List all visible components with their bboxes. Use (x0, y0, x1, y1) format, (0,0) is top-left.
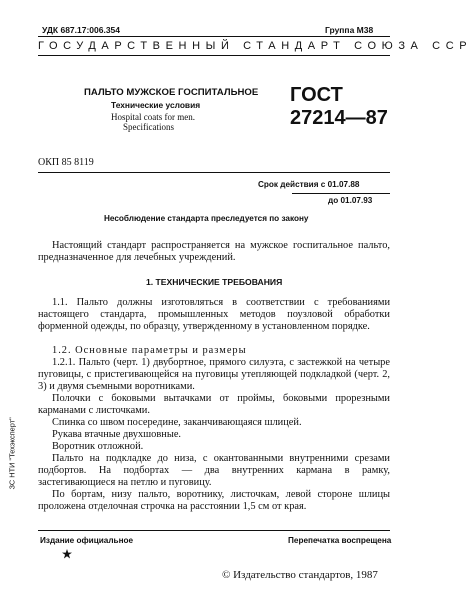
paragraph-edges: По бортам, низу пальто, воротнику, листочкам, левой стороне шлицы проложена отделочная строчка на расстоянии 1,5 см от края. (38, 489, 390, 512)
reprint-prohibited-label: Перепечатка воспрещена (288, 536, 392, 545)
section-1-heading: 1. ТЕХНИЧЕСКИЕ ТРЕБОВАНИЯ (146, 277, 283, 287)
paragraph-1-2: 1.2. Основные параметры и размеры (52, 345, 247, 356)
udk-code: УДК 687.17:006.354 (42, 25, 121, 35)
paragraph-collar: Воротник отложной. (52, 441, 144, 452)
paragraph-1-2-1: 1.2.1. Пальто (черт. 1) двубортное, прямого силуэта, с застежкой на четыре пуговицы, с пристегивающейся на пуговицы утепляющей подкладкой (черт. 2, 3) и двумя съемными воротниками. (38, 357, 390, 392)
paragraph-back: Спинка со швом посередине, заканчивающаяся шлицей. (52, 417, 302, 428)
paragraph-pockets: Полочки с боковыми вытачками от проймы, боковыми прорезными карманами с листочками. (38, 393, 390, 416)
intro-paragraph: Настоящий стандарт распространяется на мужское госпитальное пальто, предназначенное для лечебных учреждений. (38, 240, 390, 263)
header-rule-top (38, 36, 390, 37)
gost-label: ГОСТ (290, 84, 343, 106)
title-english-line2: Specifications (123, 122, 174, 132)
gost-number: 27214—87 (290, 107, 388, 129)
standard-title: ПАЛЬТО МУЖСКОЕ ГОСПИТАЛЬНОЕ (84, 87, 259, 98)
validity-rule (292, 193, 390, 194)
title-english-line1: Hospital coats for men. (111, 112, 195, 122)
paragraph-sleeves: Рукава втачные двухшовные. (52, 429, 182, 440)
state-standard-banner: ГОСУДАРСТВЕННЫЙ СТАНДАРТ СОЮЗА ССР (38, 40, 472, 52)
paragraph-1-1: 1.1. Пальто должны изготовляться в соответствии с требованиями настоящего стандарта, промышленных методов поузловой обработки форменной одежды, по образцу, утвержденному в установленном порядке. (38, 297, 390, 332)
okp-code: ОКП 85 8119 (38, 157, 94, 168)
validity-from: Срок действия с 01.07.88 (258, 180, 360, 189)
star-icon (62, 549, 72, 559)
validity-to: до 01.07.93 (328, 196, 373, 205)
footer-rule (38, 530, 390, 531)
paragraph-lining: Пальто на подкладке до низа, с окантованными внутренними срезами подбортов. На подбортах — два внутренних кармана в рамку, застегивающиеся на петлю и пуговицу. (38, 453, 390, 488)
law-warning: Несоблюдение стандарта преследуется по закону (104, 214, 309, 223)
standard-subtitle: Технические условия (111, 100, 201, 110)
header-rule-bottom (38, 55, 390, 56)
side-stamp: ЗС НТИ "Техэксперт" (7, 417, 17, 490)
group-code: Группа М38 (325, 25, 374, 35)
copyright-notice: © Издательство стандартов, 1987 (222, 569, 378, 581)
title-divider (38, 172, 390, 173)
official-edition-label: Издание официальное (40, 536, 134, 545)
